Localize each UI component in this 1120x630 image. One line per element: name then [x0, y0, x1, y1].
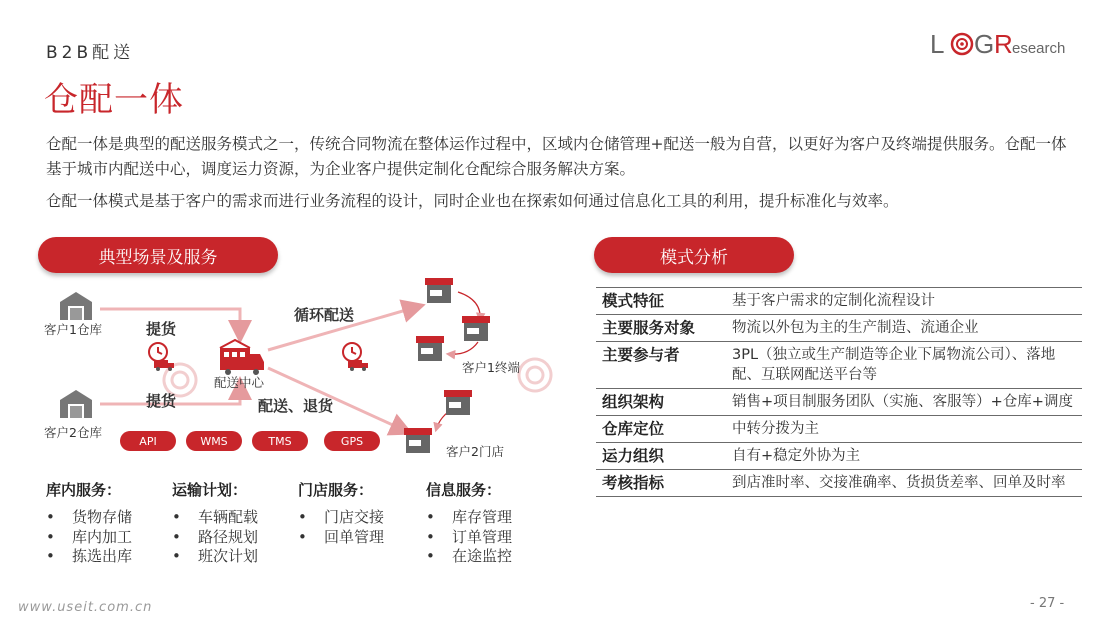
service-group-store [298, 479, 418, 547]
service-group-transport [172, 479, 292, 567]
service-group-warehouse [46, 479, 166, 567]
service-head: 运输计划： [172, 481, 248, 499]
table-row [596, 416, 1082, 443]
service-item: • 车辆配载 [172, 508, 292, 528]
svg-text:esearch: esearch [1012, 40, 1066, 57]
shop-icon [444, 390, 472, 415]
shop-icon [404, 428, 432, 453]
tag-tms: TMS [252, 431, 308, 451]
arrow-loop-2 [448, 342, 478, 354]
row-value: 基于客户需求的定制化流程设计 [726, 288, 1082, 315]
tag-api: API [120, 431, 176, 451]
loop-delivery-label: 循环配送 [294, 306, 355, 324]
service-item: • 门店交接 [298, 508, 418, 528]
footer-url: www.useit.com.cn [18, 600, 153, 615]
scenario-header [38, 237, 278, 273]
service-item: • 拣选出库 [46, 547, 166, 567]
shop-icon [416, 336, 444, 361]
pickup-label-1: 提货 [146, 320, 177, 338]
service-item: • 库存管理 [426, 508, 556, 528]
row-key: 仓库定位 [596, 416, 726, 443]
row-key: 组织架构 [596, 389, 726, 416]
store-label: 客户2门店 [446, 444, 504, 459]
shop-icon [462, 316, 490, 341]
intro-paragraph-1: 仓配一体是典型的配送服务模式之一，传统合同物流在整体运作过程中，区域内仓储管理+配送一般为自营，以更好为客户及终端提供服务。仓配一体基于城市内配送中心，调度运力资源，为企业客户提供定制化仓配综合服务解决方案。 [46, 135, 1067, 178]
table-row [596, 443, 1082, 470]
clock-truck-icon [343, 343, 368, 371]
service-item: • 路径规划 [172, 528, 292, 548]
table-row [596, 342, 1082, 389]
service-item: • 库内加工 [46, 528, 166, 548]
analysis-header-label: 模式分析 [660, 247, 728, 268]
service-item: • 在途监控 [426, 547, 556, 567]
service-head: 库内服务： [46, 481, 122, 499]
terminal-label: 客户1终端 [462, 360, 520, 375]
row-value: 物流以外包为主的生产制造、流通企业 [726, 315, 1082, 342]
scenario-header-label: 典型场景及服务 [98, 247, 218, 268]
pickup-label-2: 提货 [146, 392, 177, 410]
arrow-loop-1 [458, 292, 480, 320]
row-value: 中转分拨为主 [726, 416, 1082, 443]
row-value: 到店准时率、交接准确率、货损货差率、回单及时率 [726, 470, 1082, 497]
svg-text:G: G [974, 29, 995, 59]
service-head: 门店服务： [298, 481, 374, 499]
svg-text:L: L [930, 29, 945, 59]
warehouse1-label: 客户1仓库 [44, 322, 102, 337]
warehouse-icon [60, 390, 92, 418]
intro-paragraph-2: 仓配一体模式是基于客户的需求而进行业务流程的设计，同时企业也在探索如何通过信息化工具的利用，提升标准化与效率。 [46, 192, 899, 210]
warehouse-icon [60, 292, 92, 320]
row-value: 自有+稳定外协为主 [726, 443, 1082, 470]
page-number: - 27 - [1030, 596, 1065, 611]
row-key: 主要服务对象 [596, 315, 726, 342]
row-key: 考核指标 [596, 470, 726, 497]
row-value: 3PL（独立或生产制造等企业下属物流公司）、落地配、互联网配送平台等 [726, 342, 1082, 389]
tag-wms: WMS [186, 431, 242, 451]
page-title: 仓配一体 [44, 80, 184, 120]
row-key: 运力组织 [596, 443, 726, 470]
service-item: • 货物存储 [46, 508, 166, 528]
table-row [596, 288, 1082, 315]
table-row [596, 470, 1082, 497]
svg-text:R: R [994, 29, 1013, 59]
row-value: 销售+项目制服务团队（实施、客服等）+仓库+调度 [726, 389, 1082, 416]
service-head: 信息服务： [426, 481, 502, 499]
mode-analysis-table [596, 287, 1082, 497]
delivery-return-label: 配送、退货 [258, 397, 334, 415]
shop-icon [425, 278, 453, 303]
table-row [596, 315, 1082, 342]
service-item: • 回单管理 [298, 528, 418, 548]
tag-gps: GPS [324, 431, 380, 451]
section-label: B2B配送 [46, 43, 135, 63]
service-item: • 班次计划 [172, 547, 292, 567]
service-group-info [426, 479, 556, 567]
center-label: 配送中心 [214, 375, 265, 390]
row-key: 主要参与者 [596, 342, 726, 389]
row-key: 模式特征 [596, 288, 726, 315]
warehouse2-label: 客户2仓库 [44, 425, 102, 440]
logo [930, 26, 1080, 62]
analysis-header [594, 237, 794, 273]
service-item: • 订单管理 [426, 528, 556, 548]
table-row [596, 389, 1082, 416]
distribution-center-icon [220, 340, 264, 375]
